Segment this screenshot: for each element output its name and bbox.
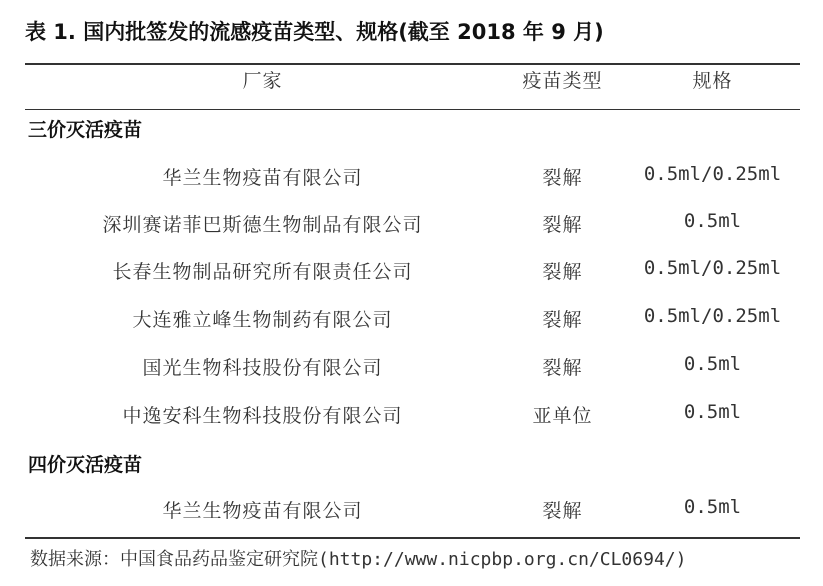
section-label-quadrivalent: 四价灭活疫苗 [28, 454, 143, 476]
cell-spec: 0.5ml/0.25ml [643, 163, 782, 185]
cell-spec: 0.5ml [683, 496, 742, 518]
section-label-trivalent: 三价灭活疫苗 [28, 119, 143, 141]
cell-manufacturer: 国光生物科技股份有限公司 [142, 357, 383, 379]
data-source-note: 数据来源：中国食品药品鉴定研究院(http://www.nicpbp.org.cn/CL0694/) [30, 549, 687, 570]
cell-manufacturer: 华兰生物疫苗有限公司 [162, 500, 363, 522]
cell-vaccine-type: 裂解 [542, 261, 583, 283]
cell-spec: 0.5ml [683, 210, 742, 232]
cell-manufacturer: 中逸安科生物科技股份有限公司 [122, 405, 403, 427]
table-title: 表 1. 国内批签发的流感疫苗类型、规格(截至 2018 年 9 月) [25, 20, 604, 44]
header-rule [25, 109, 800, 110]
cell-manufacturer: 深圳赛诺菲巴斯德生物制品有限公司 [102, 214, 423, 236]
cell-vaccine-type: 裂解 [542, 357, 583, 379]
cell-vaccine-type: 裂解 [542, 167, 583, 189]
bottom-rule [25, 537, 800, 539]
cell-vaccine-type: 亚单位 [532, 405, 593, 427]
cell-manufacturer: 华兰生物疫苗有限公司 [162, 167, 363, 189]
header-vaccine-type: 疫苗类型 [522, 70, 603, 92]
cell-manufacturer: 大连雅立峰生物制药有限公司 [132, 309, 393, 331]
header-manufacturer: 厂家 [242, 70, 283, 92]
header-spec: 规格 [692, 70, 733, 92]
cell-spec: 0.5ml [683, 353, 742, 375]
cell-spec: 0.5ml/0.25ml [643, 257, 782, 279]
cell-spec: 0.5ml [683, 401, 742, 423]
cell-manufacturer: 长春生物制品研究所有限责任公司 [112, 261, 413, 283]
cell-spec: 0.5ml/0.25ml [643, 305, 782, 327]
cell-vaccine-type: 裂解 [542, 500, 583, 522]
cell-vaccine-type: 裂解 [542, 309, 583, 331]
top-rule [25, 63, 800, 65]
cell-vaccine-type: 裂解 [542, 214, 583, 236]
